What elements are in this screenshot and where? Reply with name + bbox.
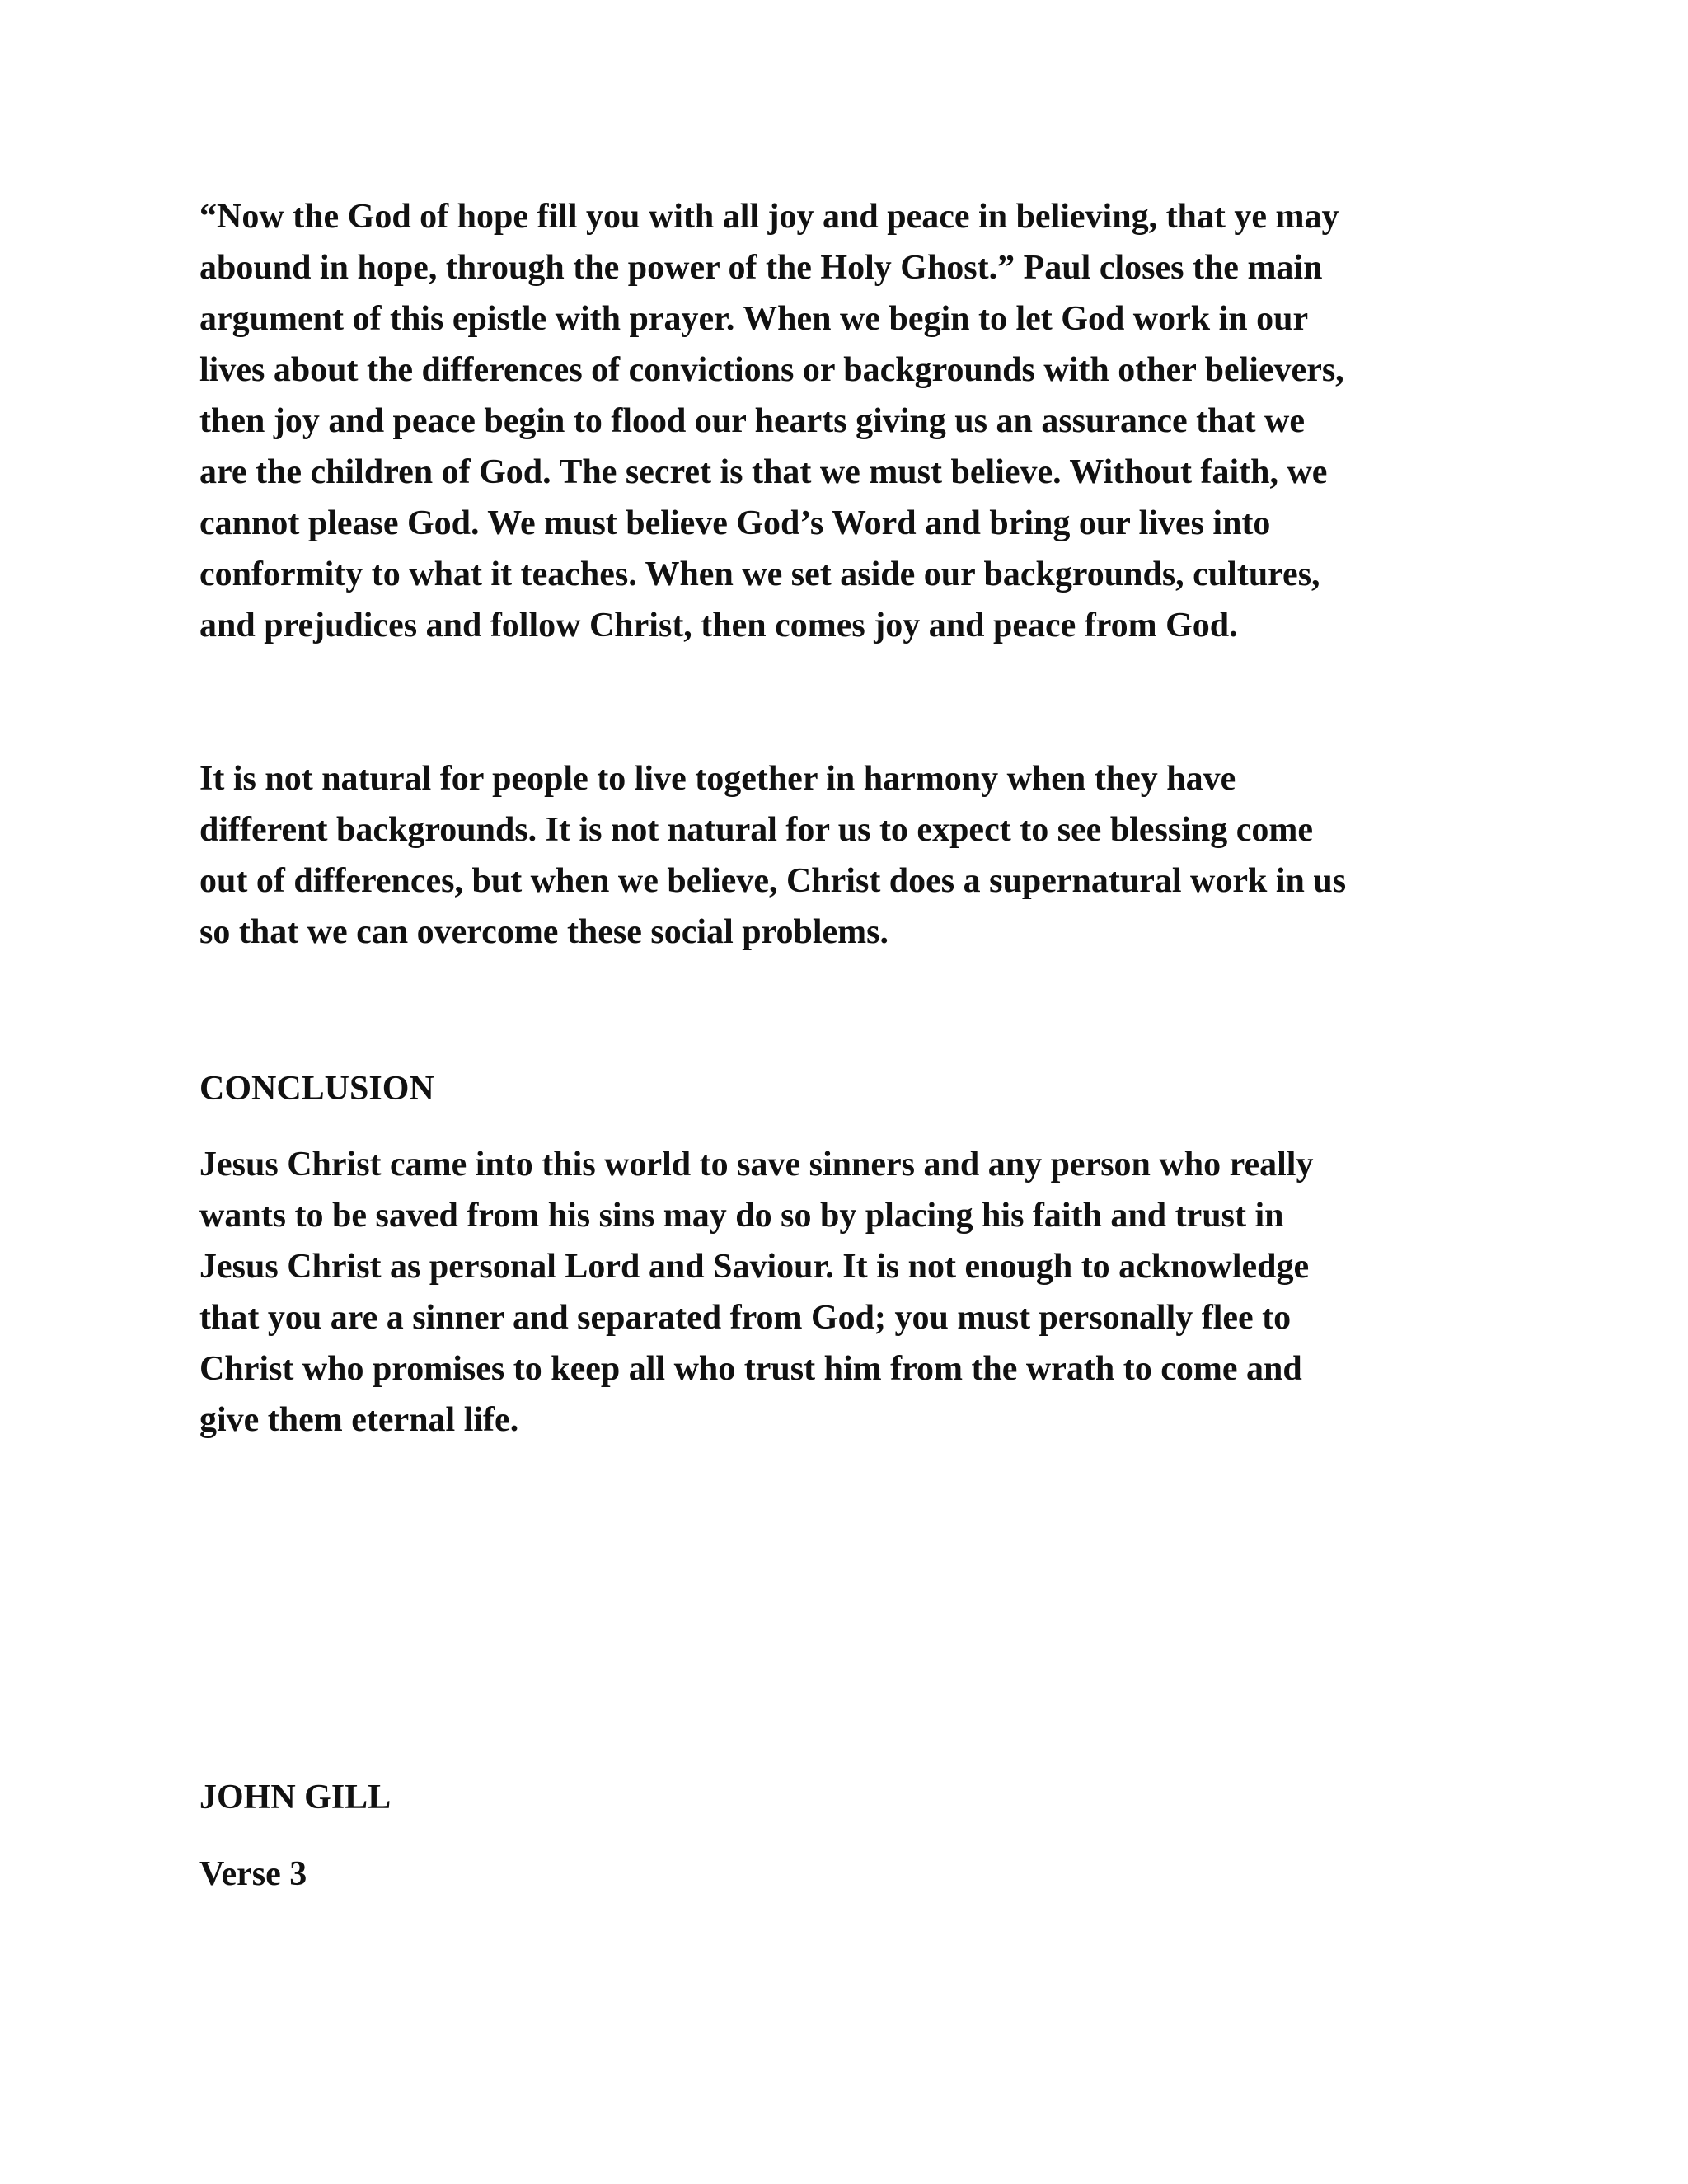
text-line: Jesus Christ came into this world to save sinners and any person who really bbox=[199, 1146, 1314, 1183]
text-line: lives about the differences of convictions or backgrounds with other believers, bbox=[199, 351, 1344, 389]
paragraph-harmony bbox=[199, 753, 1346, 958]
text-line: different backgrounds. It is not natural for us to expect to see blessing come bbox=[199, 811, 1313, 849]
text-line: abound in hope, through the power of the Holy Ghost.” Paul closes the main bbox=[199, 249, 1323, 287]
text-line: argument of this epistle with prayer. When we begin to let God work in our bbox=[199, 300, 1309, 338]
author-heading bbox=[199, 1772, 391, 1823]
text-line: out of differences, but when we believe, Christ does a supernatural work in us bbox=[199, 862, 1347, 900]
text-line: Christ who promises to keep all who trust him from the wrath to come and bbox=[199, 1350, 1302, 1388]
text-line: It is not natural for people to live together in harmony when they have bbox=[199, 760, 1236, 798]
text-line: so that we can overcome these social problems. bbox=[199, 913, 889, 951]
text-line: wants to be saved from his sins may do so by placing his faith and trust in bbox=[199, 1197, 1284, 1235]
text-line: conformity to what it teaches. When we set aside our backgrounds, cultures, bbox=[199, 555, 1320, 593]
verse-label bbox=[199, 1849, 307, 1900]
text-line: and prejudices and follow Christ, then comes joy and peace from God. bbox=[199, 607, 1238, 644]
paragraph-conclusion bbox=[199, 1139, 1313, 1446]
text-line: Jesus Christ as personal Lord and Saviour. It is not enough to acknowledge bbox=[199, 1248, 1310, 1286]
text-line: that you are a sinner and separated from God; you must personally flee to bbox=[199, 1299, 1292, 1337]
text-line: give them eternal life. bbox=[199, 1401, 519, 1439]
text-line: are the children of God. The secret is that we must believe. Without faith, we bbox=[199, 453, 1328, 491]
paragraph-hope-prayer bbox=[199, 191, 1344, 651]
text-line: “Now the God of hope fill you with all joy and peace in believing, that ye may bbox=[199, 198, 1339, 236]
section-heading: JOHN GILL bbox=[199, 1779, 392, 1816]
text-line: cannot please God. We must believe God’s Word and bring our lives into bbox=[199, 504, 1271, 542]
verse-text: Verse 3 bbox=[199, 1855, 307, 1893]
conclusion-heading bbox=[199, 1063, 434, 1114]
section-heading: CONCLUSION bbox=[199, 1070, 434, 1108]
text-line: then joy and peace begin to flood our hearts giving us an assurance that we bbox=[199, 402, 1305, 440]
